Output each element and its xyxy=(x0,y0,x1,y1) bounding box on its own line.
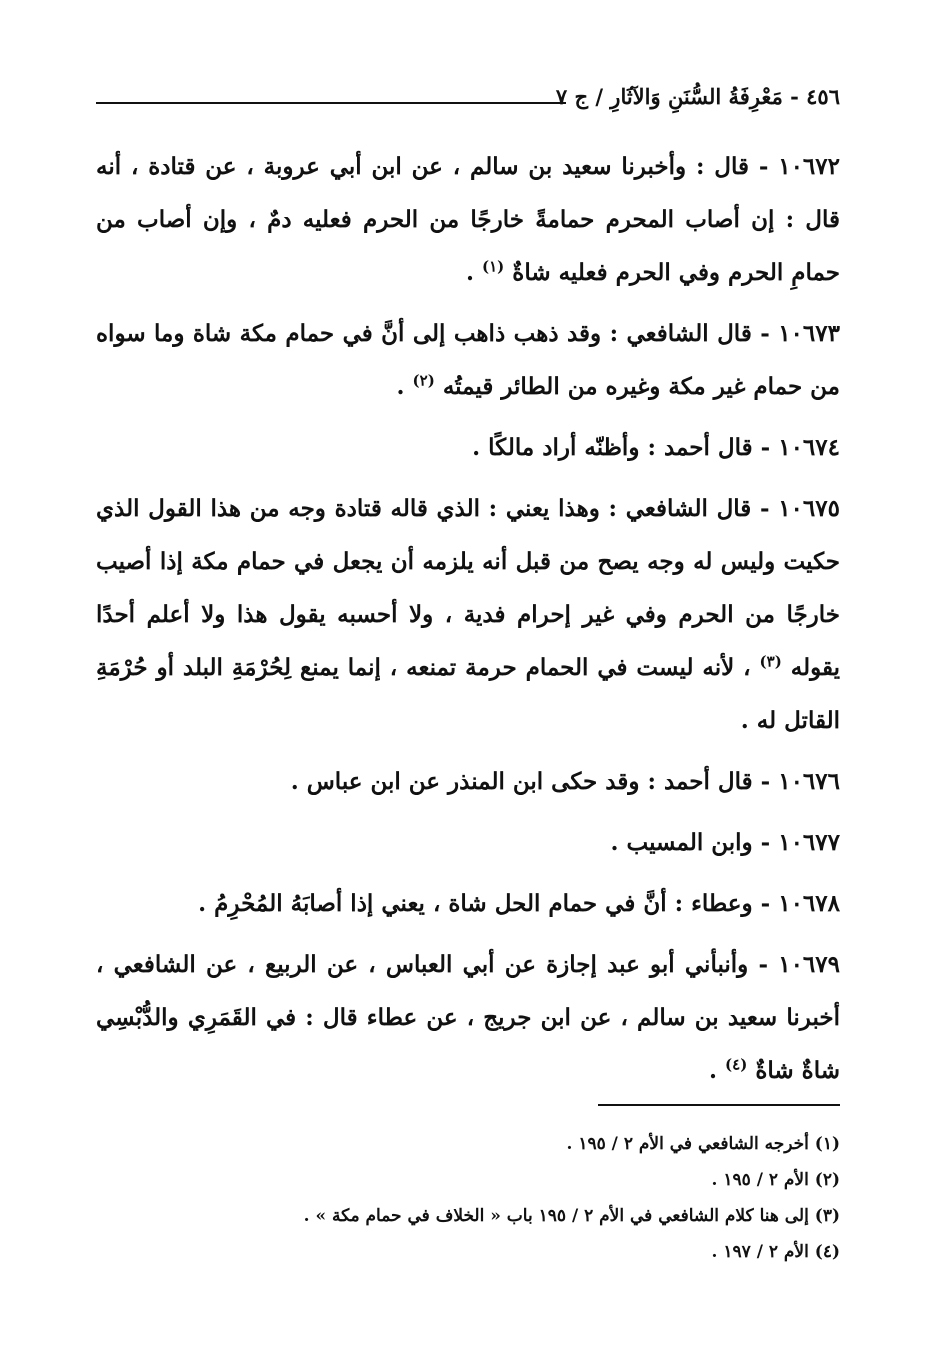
paragraph-text: قال : وأخبرنا سعيد بن سالم ، عن ابن أبي عروبة ، عن قتادة ، أنه قال : إن أصاب المحرم حمامةً خارجًا من الحرم فعليه دمٌ ، وإن أصاب من حمامِ الحرم وفي الحرم فعليه شاةٌ xyxy=(96,153,840,286)
footnote-marker[interactable]: (٣) xyxy=(759,652,782,671)
footnote-marker[interactable]: (١) xyxy=(481,257,505,276)
footnote-2: (٢) الأم ٢ / ١٩٥ . xyxy=(711,1170,840,1190)
paragraph-tail: . xyxy=(396,373,413,400)
footnote-4: (٤) الأم ٢ / ١٩٧ . xyxy=(711,1242,840,1262)
paragraph-text: قال أحمد : وأظنّه أراد مالكًا . xyxy=(472,434,753,461)
paragraph-10676 xyxy=(96,755,840,808)
paragraph-text: قال الشافعي : وقد ذهب ذاهب إلى أنَّ في حمام مكة شاة وما سواه من حمام غير مكة وغيره من الطائر قيمتُه xyxy=(96,320,840,400)
paragraph-tail: . xyxy=(709,1057,726,1084)
paragraph-10675 xyxy=(96,482,840,747)
footnote-marker[interactable]: (٤) xyxy=(725,1055,748,1074)
header-title: ٤٥٦ - مَعْرِفَةُ السُّنَنِ وَالآثَارِ / ج ٧ xyxy=(555,84,840,109)
footnotes xyxy=(96,1126,840,1270)
paragraph-number: ١٠٦٧٧ - xyxy=(760,829,840,856)
paragraph-text: وابن المسيب . xyxy=(610,829,753,856)
footnote-3: (٣) إلى هنا كلام الشافعي في الأم ٢ / ١٩٥ باب « الخلاف في حمام مكة » . xyxy=(303,1206,840,1226)
paragraph-number: ١٠٦٧٩ - xyxy=(758,951,840,978)
paragraph-10672 xyxy=(96,140,840,299)
paragraph-tail: . xyxy=(465,259,482,286)
main-text xyxy=(96,140,840,1097)
footnote-marker[interactable]: (٢) xyxy=(412,371,435,390)
paragraph-text: قال الشافعي : وهذا يعني : الذي قاله قتادة وجه من هذا القول الذي حكيت وليس له وجه يصح من قبل أنه يلزمه أن يجعل في حمام مكة إذا أصيب خارجًا من الحرم وفي غير إحرام فدية ، ولا أحسبه يقول هذا ولا أعلم أحدًا يقوله xyxy=(96,495,840,681)
paragraph-10678 xyxy=(96,877,840,930)
footnote-1: (١) أخرجه الشافعي في الأم ٢ / ١٩٥ . xyxy=(566,1134,840,1154)
paragraph-number: ١٠٦٧٤ - xyxy=(760,434,840,461)
paragraph-10673 xyxy=(96,307,840,413)
paragraph-text: قال أحمد : وقد حكى ابن المنذر عن ابن عباس . xyxy=(290,768,753,795)
paragraph-number: ١٠٦٧٥ - xyxy=(759,495,840,522)
paragraph-10679 xyxy=(96,938,840,1097)
paragraph-text: وأنبأني أبو عبد إجازة عن أبي العباس ، عن الربيع ، عن الشافعي ، أخبرنا سعيد بن سالم ، عن ابن جريج ، عن عطاء قال : في القَمَرِي والدُّبْسِي شاةٌ شاةٌ xyxy=(96,951,840,1084)
paragraph-number: ١٠٦٧٨ - xyxy=(760,890,840,917)
running-header xyxy=(96,82,840,122)
paragraph-10677 xyxy=(96,816,840,869)
paragraph-10674 xyxy=(96,421,840,474)
paragraph-number: ١٠٦٧٣ - xyxy=(760,320,840,347)
paragraph-text: وعطاء : أنَّ في حمام الحل شاة ، يعني إذا أصابَهُ المُحْرِمُ . xyxy=(198,890,753,917)
header-rule xyxy=(96,102,566,104)
paragraph-number: ١٠٦٧٢ - xyxy=(758,153,840,180)
paragraph-number: ١٠٦٧٦ - xyxy=(760,768,840,795)
footnote-separator xyxy=(598,1104,840,1106)
paragraph-tail: ، لأنه ليست في الحمام حرمة تمنعه ، إنما يمنع لِحُرْمَةِ البلد أو حُرْمَةِ القاتل له . xyxy=(96,654,840,734)
